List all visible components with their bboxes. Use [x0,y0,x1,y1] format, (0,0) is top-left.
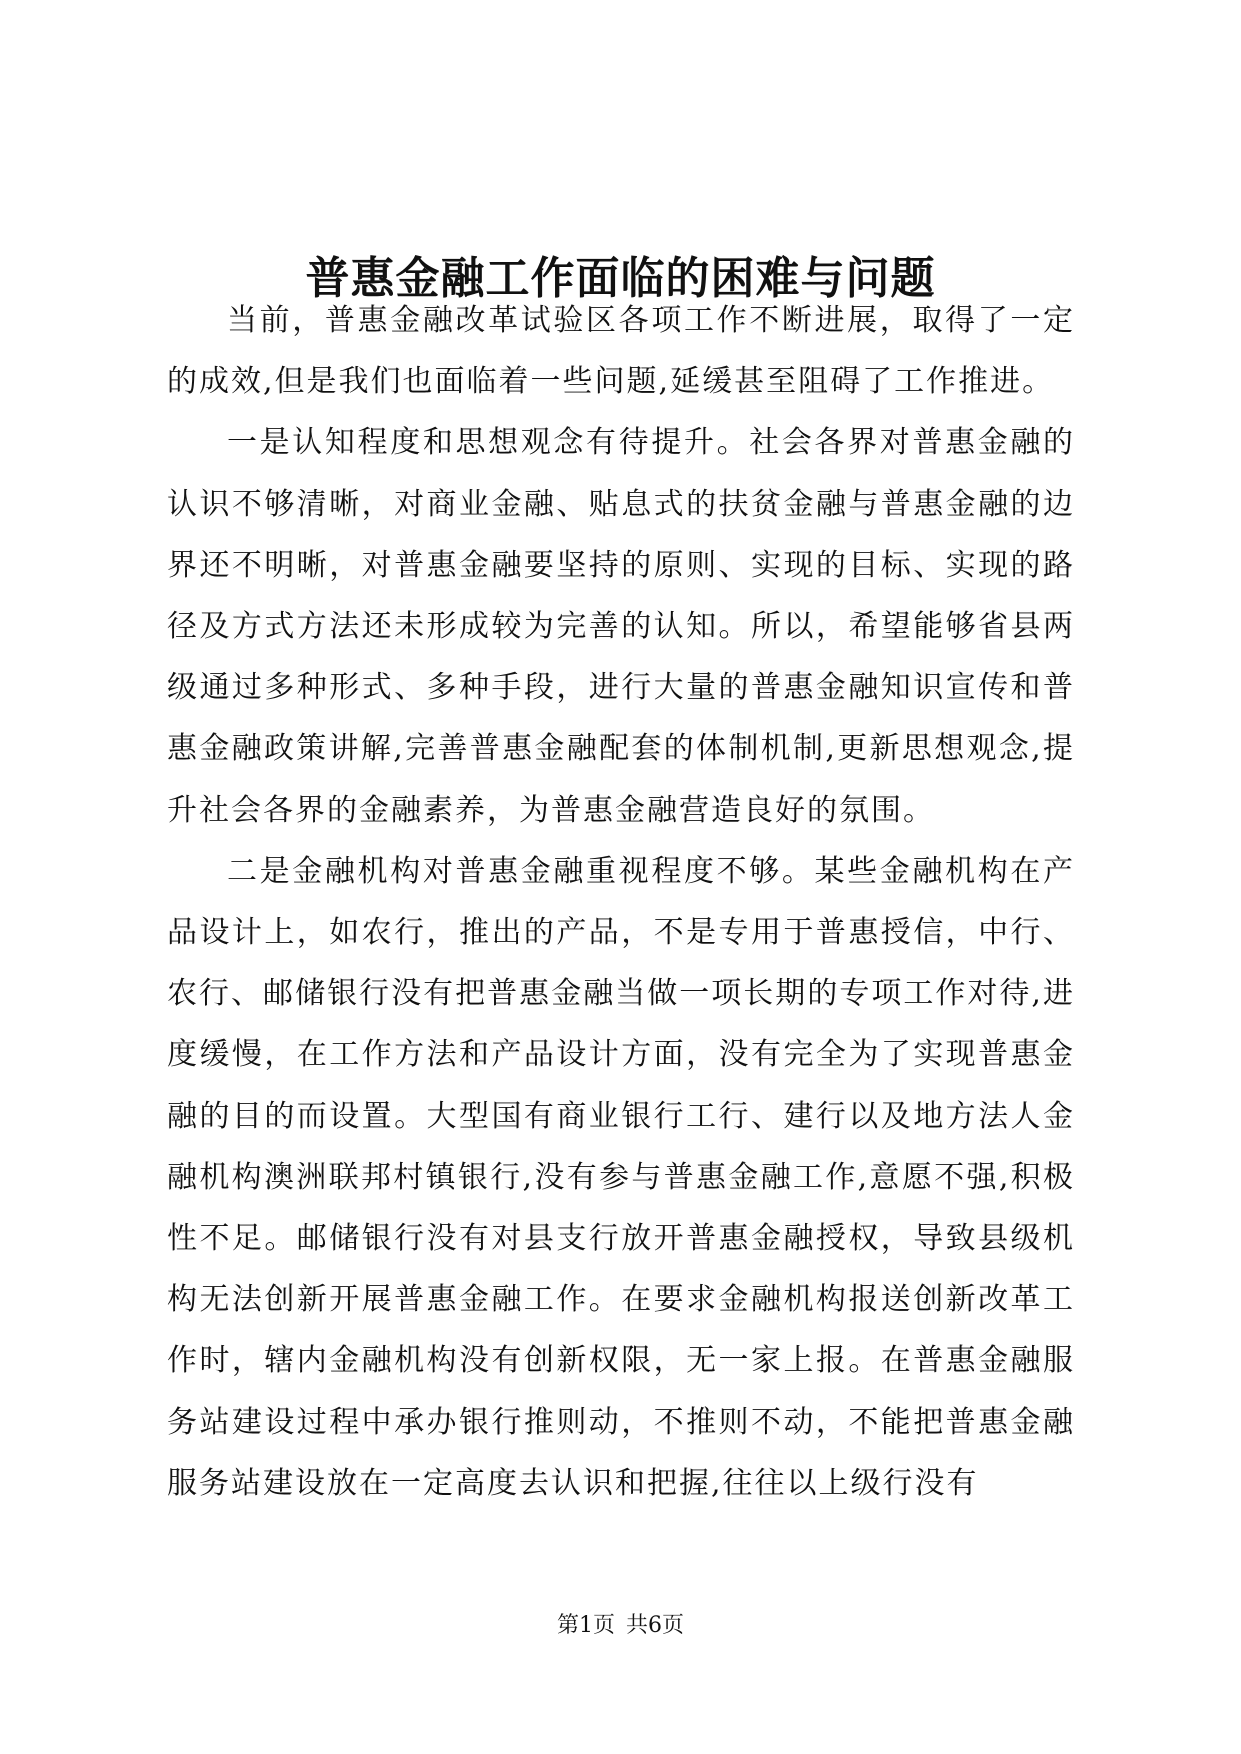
paragraph-point-one: 一是认知程度和思想观念有待提升。社会各界对普惠金融的认识不够清晰，对商业金融、贴息式的扶贫金融与普惠金融的边界还不明晰，对普惠金融要坚持的原则、实现的目标、实现的路径及方式方法还未形成较为完善的认知。所以，希望能够省县两级通过多种形式、多种手段，进行大量的普惠金融知识宣传和普惠金融政策讲解,完善普惠金融配套的体制机制,更新思想观念,提升社会各界的金融素养，为普惠金融营造良好的氛围。 [167,425,1075,828]
page-number: 第1页 [557,1613,615,1638]
page-footer [0,1612,1241,1640]
document-body [167,290,1075,1514]
paragraph-point-two: 二是金融机构对普惠金融重视程度不够。某些金融机构在产品设计上，如农行，推出的产品，不是专用于普惠授信，中行、农行、邮储银行没有把普惠金融当做一项长期的专项工作对待,进度缓慢，在工作方法和产品设计方面，没有完全为了实现普惠金融的目的而设置。大型国有商业银行工行、建行以及地方法人金融机构澳洲联邦村镇银行,没有参与普惠金融工作,意愿不强,积极性不足。邮储银行没有对县支行放开普惠金融授权，导致县级机构无法创新开展普惠金融工作。在要求金融机构报送创新改革工作时，辖内金融机构没有创新权限，无一家上报。在普惠金融服务站建设过程中承办银行推则动，不推则不动，不能把普惠金融服务站建设放在一定高度去认识和把握,往往以上级行没有 [167,853,1075,1501]
page-total: 共6页 [626,1613,684,1638]
paragraph-intro: 当前，普惠金融改革试验区各项工作不断进展，取得了一定的成效,但是我们也面临着一些问题,延缓甚至阻碍了工作推进。 [167,303,1075,400]
document-title: 普惠金融工作面临的困难与问题 [305,253,936,305]
